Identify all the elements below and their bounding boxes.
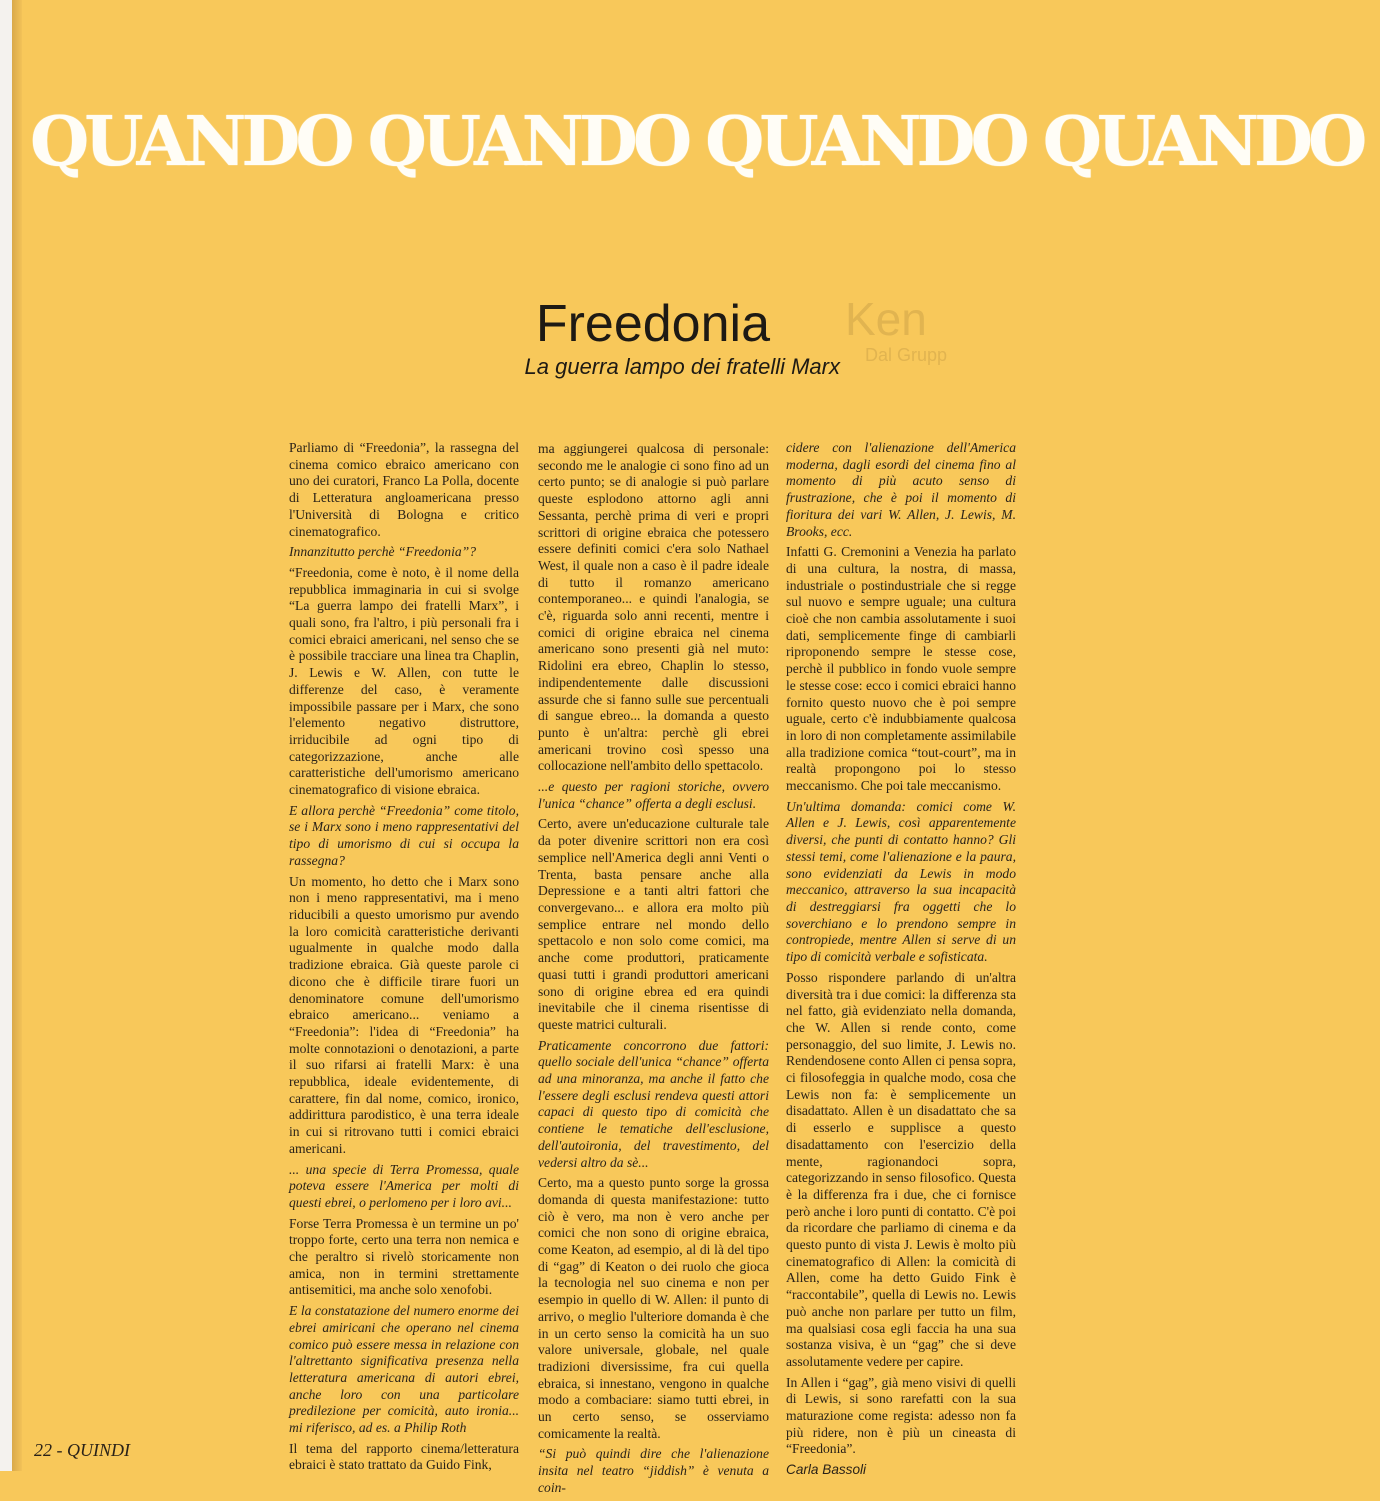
interview-question: ...e questo per ragioni storiche, ovvero l'unica “chance” offerta a degli esclusi. xyxy=(538,779,769,811)
interview-question: Un'ultima domanda: comici come W. Allen e J. Lewis, così apparentemente diversi, che punti di contatto hanno? Gli stessi temi, come l'alienazione e la paura, sono evidenziati da Lewis in modo meccanico, attraverso la sua incapacità di destreggiarsi fra oggetti che lo soverchiano e lo prendono sempre in contropiede, mentre Allen si serve di un tipo di comicità verbale e sofisticata. xyxy=(786,798,1016,965)
interview-question: E allora perchè “Freedonia” come titolo, se i Marx sono i meno rappresentativi del tipo di umorismo di cui si occupa la rassegna? xyxy=(289,802,519,868)
body-paragraph: Forse Terra Promessa è un termine un po' troppo forte, certo una terra non nemica e che peraltro si rivelò storicamente non amica, non in termini strettamente antisemitici, ma anche solo xenofobi. xyxy=(289,1215,519,1298)
masthead-word: QUANDO xyxy=(30,102,350,182)
text-column-2 xyxy=(538,441,769,1501)
masthead-banner xyxy=(30,102,1363,182)
interview-question: ... una specie di Terra Promessa, quale poteva essere l'America per molti di questi ebrei, o perlomeno per i loro avi... xyxy=(289,1161,519,1210)
page-binding-edge xyxy=(0,0,22,1471)
body-paragraph: “Freedonia, come è noto, è il nome della repubblica immaginaria in cui si svolge “La guerra lampo dei fratelli Marx”, i quali sono, fra l'altro, i più personali fra i comici ebraici americani, nel senso che se è possibile tracciare una linea tra Chaplin, J. Lewis e W. Allen, con tutte le differenze del caso, è veramente impossibile passare per i Marx, che sono l'elemento negativo distruttore, irriducibile ad ogni tipo di categorizzazione, anche alle caratteristiche dell'umorismo americano cinematografico di visione ebraica. xyxy=(289,564,519,798)
body-paragraph: In Allen i “gag”, già meno visivi di quelli di Lewis, si sono rarefatti con la sua maturazione come regista: adesso non fa più ridere, non è più un cineasta di “Freedonia”. xyxy=(786,1374,1016,1457)
body-paragraph: Il tema del rapporto cinema/letteratura ebraici è stato trattato da Guido Fink, xyxy=(289,1440,519,1473)
text-column-3 xyxy=(786,440,1016,1483)
text-column-1 xyxy=(289,440,519,1478)
author-signature: Carla Bassoli xyxy=(786,1462,867,1478)
body-paragraph: Infatti G. Cremonini a Venezia ha parlato di una cultura, la nostra, di massa, industriale o postindustriale che si regge sul nuovo e sempre uguale; una cultura cioè che non cambia assolutamente i suoi dati, semplicemente finge di cambiarli riproponendo sempre le stesse cose, perchè il pubblico in fondo vuole sempre le stesse cose: ecco i comici ebraici hanno fornito questo nuovo che è poi sempre uguale, certo c'è indubbiamente qualcosa in loro di non completamente assimilabile alla tradizione comica “tout-court”, ma in realtà propongono poi lo stesso meccanismo. Che poi tale meccanismo. xyxy=(786,544,1016,794)
body-paragraph: Certo, avere un'educazione culturale tale da poter divenire scrittori non era così semplice nell'America degli anni Venti o Trenta, basta pensare anche alla Depressione e a tanti altri fattori che convergevano... e allora era molto più semplice entrare nel mondo dello spettacolo e non solo come comici, ma anche come produttori, praticamente quasi tutti i grandi produttori americani sono di origine ebrea ed era quindi inevitabile che il cinema risentisse di queste matrici culturali. xyxy=(538,816,769,1032)
interview-question: “Si può quindi dire che l'alienazione insita nel teatro “jiddish” è venuta a coin- xyxy=(538,1446,769,1495)
article-title: Freedonia xyxy=(535,295,770,353)
interview-question: Innanzitutto perchè “Freedonia”? xyxy=(289,544,477,560)
page-number-footer: 22 - QUINDI xyxy=(34,1440,130,1460)
article-subtitle: La guerra lampo dei fratelli Marx xyxy=(524,354,840,379)
show-through-glyphs: Dal Grupp xyxy=(865,345,948,365)
masthead-word: QUANDO xyxy=(705,102,1025,182)
body-paragraph: Parliamo di “Freedonia”, la rassegna del cinema comico ebraico americano con uno dei curatori, Franco La Polla, docente di Letteratura angloamericana presso l'Università di Bologna e critico cinematografico. xyxy=(289,440,519,539)
masthead-word: QUANDO xyxy=(1042,102,1363,182)
masthead-word: QUANDO xyxy=(367,102,688,182)
interview-question: E la constatazione del numero enorme dei ebrei amiricani che operano nel cinema comico può essere messa in relazione con l'altrettanto significativa presenza nella letteratura americana di autori ebrei, anche loro con una particolare predilezione per comicità, auto ironia... mi riferisco, ad es. a Philip Roth xyxy=(289,1303,519,1436)
body-paragraph: Certo, ma a questo punto sorge la grossa domanda di questa manifestazione: tutto ciò è vero, ma non è vero anche per comici che non sono di origine ebraica, come Keaton, ad esempio, al di là del tipo di “gag” di Keaton o dei ruolo che gioca la tecnologia nel suo cinema e non per esempio in quello di W. Allen: il punto di arrivo, o meglio l'ulteriore domanda è che in un certo senso la comicità ha un suo valore universale, globale, nel quale tradizioni diversissime, fra cui quella ebraica, si innestano, vengono in qualche modo a combaciare: siamo tutti ebrei, in un certo senso, se osserviamo comicamente la realtà. xyxy=(538,1175,769,1441)
body-paragraph: ma aggiungerei qualcosa di personale: secondo me le analogie ci sono fino ad un certo punto; se di analogie si può parlare queste esplodono attorno agli anni Sessanta, perchè prima di veri e propri scrittori di origine ebraica che potessero essere definiti comici c'era solo Nathael West, il quale non a caso è il padre ideale di tutto il romanzo americano contemporaneo... e quindi l'analogia, se c'è, riguarda solo anni recenti, mentre i comici di origine ebraica nel cinema americano sono presenti già nel muto: Ridolini era ebreo, Chaplin lo stesso, indipendentemente dalle discussioni assurde che si fanno sulle sue percentuali di sangue ebreo... la domanda a questo punto è un'altra: perchè gli ebrei americani trovino così spesso una collocazione nell'ambito dello spettacolo. xyxy=(538,441,769,774)
body-paragraph: Posso rispondere parlando di un'altra diversità tra i due comici: la differenza sta nel fatto, già evidenziato nella domanda, che W. Allen si rende conto, come personaggio, del suo limite, J. Lewis no. Rendendosene conto Allen ci pensa sopra, ci filosofeggia in qualche modo, cosa che Lewis non fa: è semplicemente un disadattato. Allen è un disadattato che sa di esserlo e supplisce a questo disadattamento con l'esercizio della mente, ragionandoci sopra, categorizzando in senso filosofico. Questa è la differenza fra i due, che ci fornisce però anche i loro punti di contatto. C'è poi da ricordare che parliamo di cinema e da questo punto di vista J. Lewis è molto più cinematografico di Allen: la comicità di Allen, come ha detto Guido Fink è “raccontabile”, quella di Lewis no. Lewis può anche non parlare per tutto un film, ma qualsiasi cosa egli faccia ha una sua sostanza visiva, è un “gag” che si deve assolutamente vedere per capire. xyxy=(786,969,1016,1369)
interview-question: Praticamente concorrono due fattori: quello sociale dell'unica “chance” offerta ad una minoranza, ma anche il fatto che l'essere degli esclusi rendeva questi attori capaci di questo tipo di comicità che contiene le tematiche dell'esclusione, dell'autoironia, del travestimento, del vedersi altro da sè... xyxy=(538,1037,769,1170)
body-paragraph: Un momento, ho detto che i Marx sono non i meno rappresentativi, ma i meno riducibili a questo umorismo pur avendo la loro comicità caratteristiche derivanti ugualmente in qualche modo dalla tradizione ebraica. Già queste parole ci dicono che è difficile tirare fuori un denominatore comune dell'umorismo ebraico americano... veniamo a “Freedonia”: l'idea di “Freedonia” ha molte connotazioni o denotazioni, a parte il suo rifarsi ai fratelli Marx: è una repubblica, ideale evidentemente, di carattere, fin dal nome, comico, ironico, addirittura parodistico, è una terra ideale in cui si ritrovano tutti i comici ebraici americani. xyxy=(289,873,519,1156)
show-through-glyphs: Ken xyxy=(845,293,927,345)
interview-question: cidere con l'alienazione dell'America moderna, dagli esordi del cinema fino al momento di più acuto senso di frustrazione, che è poi il momento di fioritura dei vari W. Allen, J. Lewis, M. Brooks, ecc. xyxy=(786,440,1016,539)
